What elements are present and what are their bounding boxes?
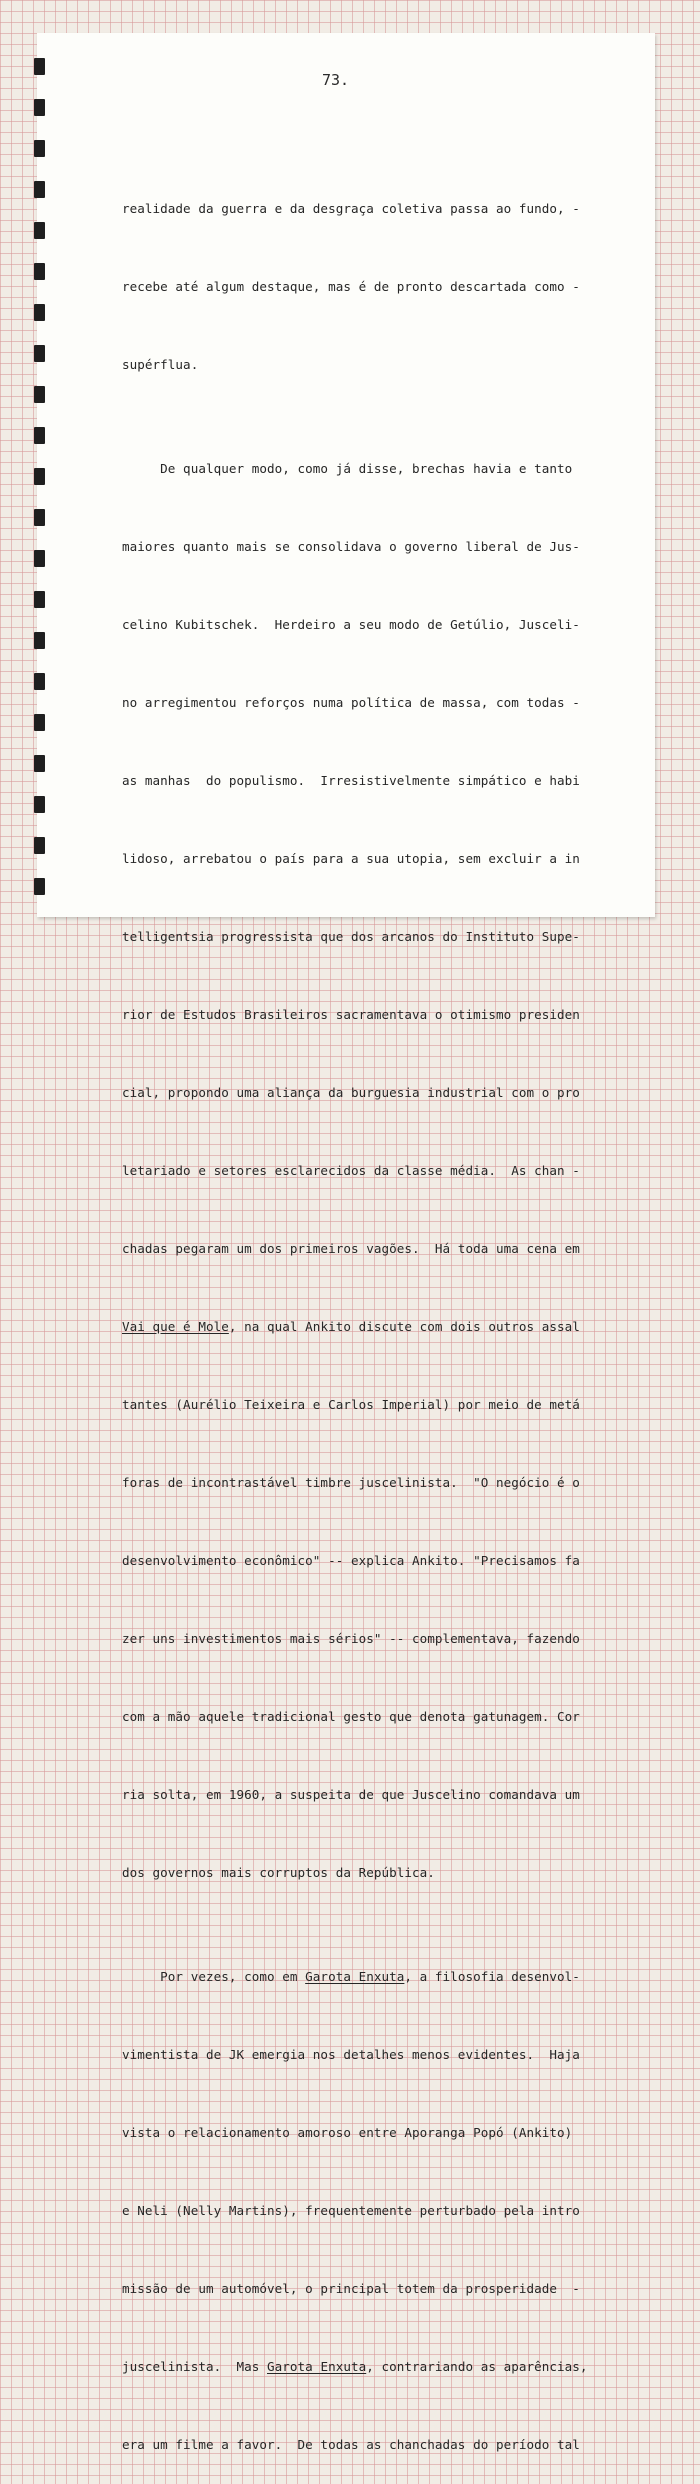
text-line: letariado e setores esclarecidos da classe média. As chan -	[122, 1163, 580, 1178]
punch-hole	[34, 468, 45, 485]
punch-hole	[34, 140, 45, 157]
punch-hole	[34, 345, 45, 362]
text-line: foras de incontrastável timbre juscelinista. "O negócio é o	[122, 1475, 580, 1490]
page-number: 73.	[322, 71, 350, 89]
text-line: Vai que é Mole, na qual Ankito discute com dois outros assal	[122, 1319, 580, 1334]
text-line: maiores quanto mais se consolidava o governo liberal de Jus-	[122, 539, 580, 554]
punch-hole	[34, 837, 45, 854]
text-line: as manhas do populismo. Irresistivelmente simpático e habi	[122, 773, 580, 788]
text-line: com a mão aquele tradicional gesto que denota gatunagem. Cor	[122, 1709, 580, 1724]
punch-hole	[34, 304, 45, 321]
punch-hole	[34, 99, 45, 116]
punch-hole	[34, 591, 45, 608]
text-line: lidoso, arrebatou o país para a sua utopia, sem excluir a in	[122, 851, 580, 866]
text-line: no arregimentou reforços numa política de massa, com todas -	[122, 695, 580, 710]
punch-hole	[34, 632, 45, 649]
text-line: telligentsia progressista que dos arcanos do Instituto Supe-	[122, 929, 580, 944]
text-line: celino Kubitschek. Herdeiro a seu modo de Getúlio, Jusceli-	[122, 617, 580, 632]
text-line: zer uns investimentos mais sérios" -- complementava, fazendo	[122, 1631, 580, 1646]
punch-hole	[34, 714, 45, 731]
text-line: dos governos mais corruptos da República.	[122, 1865, 435, 1880]
binder-holes	[34, 58, 46, 898]
text-line: desenvolvimento econômico" -- explica Ankito. "Precisamos fa	[122, 1553, 580, 1568]
punch-hole	[34, 796, 45, 813]
punch-hole	[34, 550, 45, 567]
punch-hole	[34, 263, 45, 280]
text-line: recebe até algum destaque, mas é de pronto descartada como -	[122, 279, 580, 294]
film-title: Vai que é Mole	[122, 1319, 229, 1334]
text-line: supérflua.	[122, 357, 199, 372]
punch-hole	[34, 509, 45, 526]
film-title: Garota Enxuta	[267, 2359, 367, 2374]
text-line: tantes (Aurélio Teixeira e Carlos Imperial) por meio de metá	[122, 1397, 580, 1412]
punch-hole	[34, 755, 45, 772]
text-line: Por vezes, como em Garota Enxuta, a filosofia desenvol-	[122, 1969, 580, 1984]
text-line: missão de um automóvel, o principal totem da prosperidade -	[122, 2281, 580, 2296]
text-line: vimentista de JK emergia nos detalhes menos evidentes. Haja	[122, 2047, 580, 2062]
text-line: realidade da guerra e da desgraça coletiva passa ao fundo, -	[122, 201, 580, 216]
text-line: vista o relacionamento amoroso entre Aporanga Popó (Ankito)	[122, 2125, 573, 2140]
punch-hole	[34, 181, 45, 198]
punch-hole	[34, 427, 45, 444]
text-line: e Neli (Nelly Martins), frequentemente perturbado pela intro	[122, 2203, 580, 2218]
text-line: cial, propondo uma aliança da burguesia industrial com o pro	[122, 1085, 580, 1100]
punch-hole	[34, 58, 45, 75]
text-line: juscelinista. Mas Garota Enxuta, contrariando as aparências,	[122, 2359, 588, 2374]
text-line: De qualquer modo, como já disse, brechas havia e tanto	[122, 461, 573, 476]
film-title: Garota Enxuta	[305, 1969, 405, 1984]
text-line: ria solta, em 1960, a suspeita de que Juscelino comandava um	[122, 1787, 580, 1802]
text-line: rior de Estudos Brasileiros sacramentava o otimismo presiden	[122, 1007, 580, 1022]
text-line: era um filme a favor. De todas as chanchadas do período tal	[122, 2437, 580, 2452]
typed-body	[122, 118, 592, 2484]
text-line: chadas pegaram um dos primeiros vagões. Há toda uma cena em	[122, 1241, 580, 1256]
punch-hole	[34, 222, 45, 239]
punch-hole	[34, 673, 45, 690]
punch-hole	[34, 386, 45, 403]
punch-hole	[34, 878, 45, 895]
